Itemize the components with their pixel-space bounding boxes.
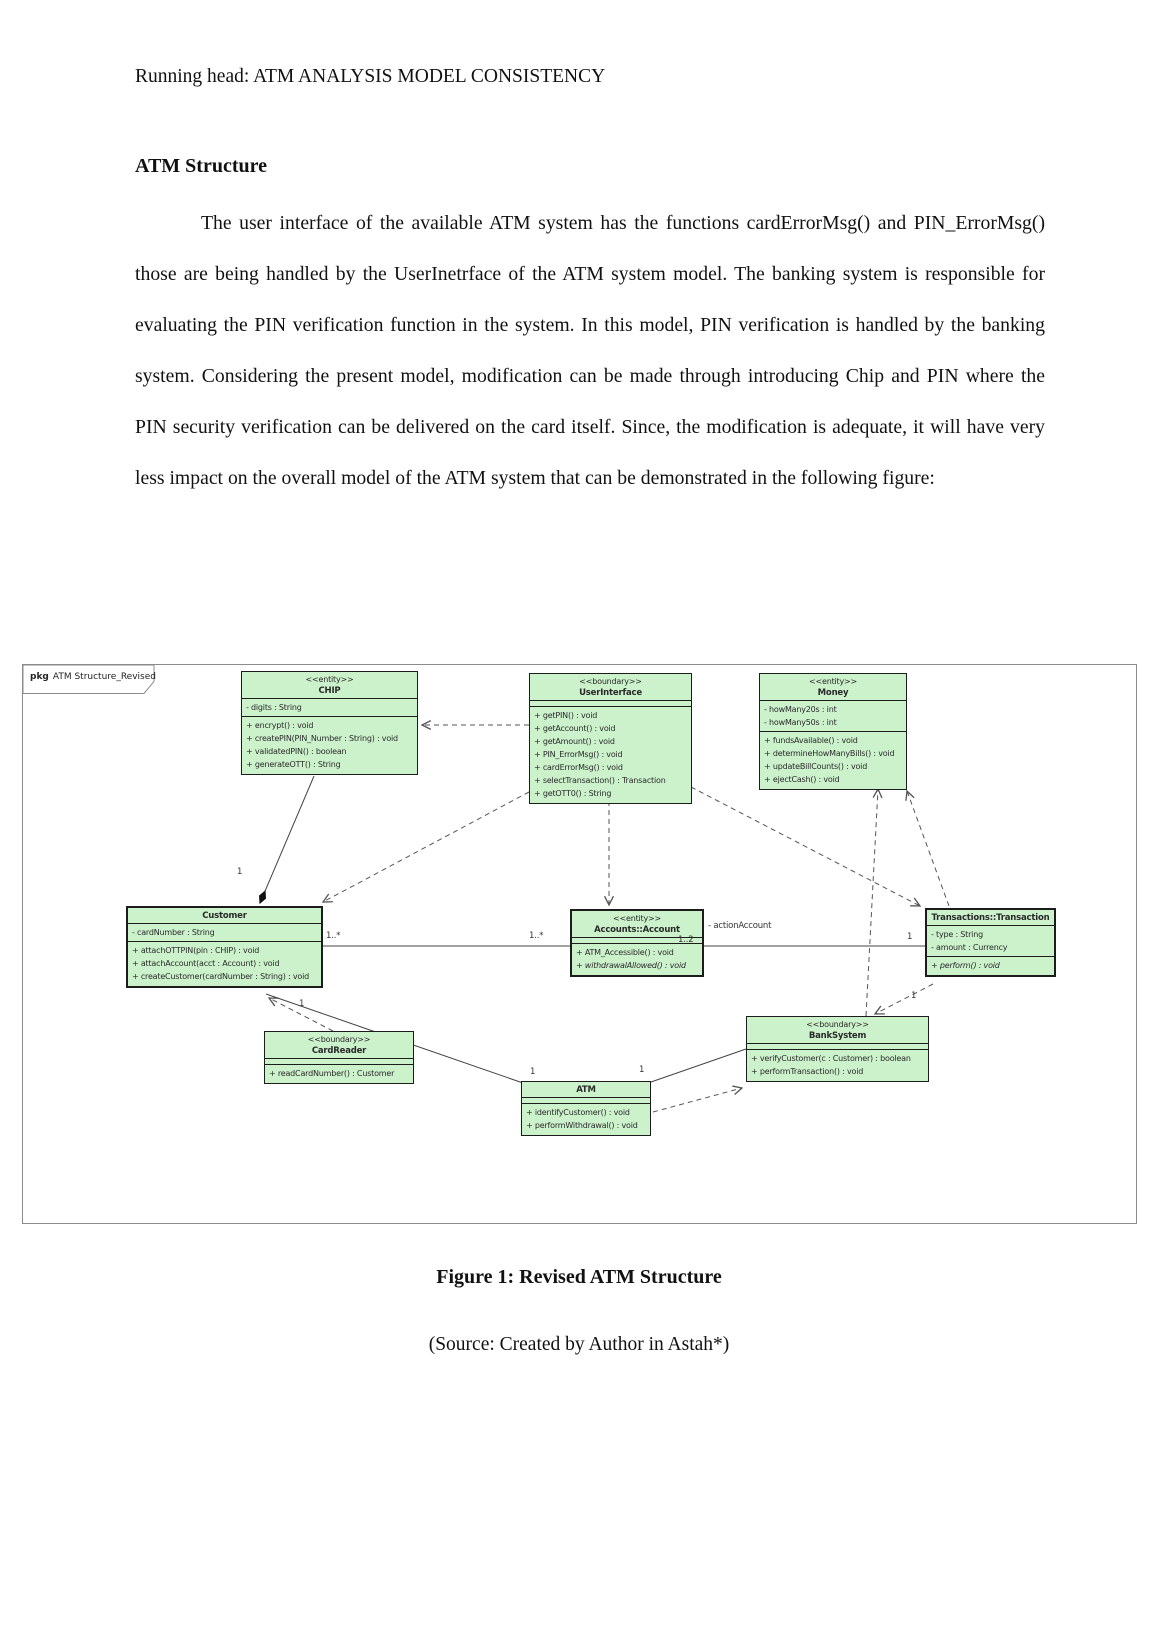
class-name: CardReader xyxy=(311,1046,367,1056)
multiplicity-label: 1 xyxy=(907,932,913,942)
class-name: UserInterface xyxy=(579,688,642,698)
uml-operation: + getAccount() : void xyxy=(534,724,616,733)
uml-operation: + performTransaction() : void xyxy=(751,1067,864,1076)
uml-attribute: - cardNumber : String xyxy=(132,928,215,937)
uml-operation: + generateOTT() : String xyxy=(246,760,341,769)
uml-operation: + PIN_ErrorMsg() : void xyxy=(534,750,623,759)
multiplicity-label: 1 xyxy=(237,867,243,877)
uml-attribute: - howMany20s : int xyxy=(764,705,837,714)
package-keyword: pkg xyxy=(30,672,49,682)
stereotype: <<boundary>> xyxy=(307,1035,371,1044)
uml-operation: + attachOTTPIN(pin : CHIP) : void xyxy=(132,946,260,955)
multiplicity-label: 1..* xyxy=(326,931,341,941)
class-name: BankSystem xyxy=(808,1031,867,1041)
uml-operation: + withdrawalAllowed() : void xyxy=(576,961,686,970)
uml-class-userinterface xyxy=(529,673,692,804)
running-head: Running head: ATM ANALYSIS MODEL CONSISTENCY xyxy=(135,66,606,87)
uml-operation: + createCustomer(cardNumber : String) : void xyxy=(132,972,309,981)
uml-class-banksystem xyxy=(746,1016,929,1082)
package-tab xyxy=(30,672,156,682)
uml-operation: + attachAccount(acct : Account) : void xyxy=(132,959,280,968)
body-paragraph: The user interface of the available ATM system has the functions cardErrorMsg() and PIN_ErrorMsg() those are being handled by the UserInetrface of the ATM system model. The banking system is responsible for evaluating the PIN verification function in the system. In this model, PIN verification is handled by the banking system. Considering the present model, modification can be made through introducing Chip and PIN where the PIN security verification can be delivered on the card itself. Since, the modification is adequate, it will have very less impact on the overall model of the ATM system that can be demonstrated in the following figure: xyxy=(135,212,1045,489)
stereotype: <<entity>> xyxy=(612,914,662,923)
uml-operation: + ATM_Accessible() : void xyxy=(576,948,674,957)
class-name: Customer xyxy=(202,911,247,921)
stereotype: <<entity>> xyxy=(305,675,354,684)
uml-operation: + cardErrorMsg() : void xyxy=(534,763,623,772)
uml-attribute: - digits : String xyxy=(246,703,302,712)
class-name: Accounts::Account xyxy=(594,925,680,935)
uml-operation: + getPIN() : void xyxy=(534,711,598,720)
uml-operation: + updateBillCounts() : void xyxy=(764,762,868,771)
multiplicity-label: 1 xyxy=(911,991,917,1001)
uml-class-money xyxy=(759,673,907,790)
uml-operation: + verifyCustomer(c : Customer) : boolean xyxy=(751,1054,911,1063)
uml-operation: + validatedPIN() : boolean xyxy=(246,747,347,756)
uml-operation: + identifyCustomer() : void xyxy=(526,1108,630,1117)
stereotype: <<entity>> xyxy=(808,677,858,686)
uml-operation: + selectTransaction() : Transaction xyxy=(534,776,666,785)
uml-attribute: - howMany50s : int xyxy=(764,718,837,727)
multiplicity-label: 1 xyxy=(299,999,305,1009)
class-name: ATM xyxy=(576,1085,596,1095)
figure-caption: Figure 1: Revised ATM Structure xyxy=(436,1266,722,1288)
uml-operation: + encrypt() : void xyxy=(246,721,314,730)
uml-operation: + readCardNumber() : Customer xyxy=(269,1069,395,1078)
uml-attribute: - amount : Currency xyxy=(931,943,1008,952)
multiplicity-label: 1..* xyxy=(529,931,544,941)
uml-operation: + fundsAvailable() : void xyxy=(764,736,858,745)
uml-operation: + performWithdrawal() : void xyxy=(526,1121,638,1130)
class-name: Transactions::Transaction xyxy=(931,913,1050,923)
figure-source: (Source: Created by Author in Astah*) xyxy=(428,1334,730,1355)
package-name: ATM Structure_Revised xyxy=(52,672,156,682)
uml-package-diagram xyxy=(22,664,1137,1224)
section-heading: ATM Structure xyxy=(135,155,268,177)
stereotype: <<boundary>> xyxy=(579,677,642,686)
uml-operation: + perform() : void xyxy=(931,961,1000,970)
multiplicity-label: 1..2 xyxy=(678,935,694,945)
role-label: - actionAccount xyxy=(708,921,772,931)
multiplicity-label: 1 xyxy=(639,1065,645,1075)
uml-operation: + createPIN(PIN_Number : String) : void xyxy=(246,734,398,743)
uml-operation: + getAmount() : void xyxy=(534,737,615,746)
multiplicity-label: 1 xyxy=(530,1067,536,1077)
uml-operation: + ejectCash() : void xyxy=(764,775,840,784)
uml-attribute: - type : String xyxy=(931,930,983,939)
class-name: CHIP xyxy=(318,686,341,696)
class-name: Money xyxy=(817,688,849,698)
uml-class-atm xyxy=(521,1081,651,1136)
uml-operation: + determineHowManyBills() : void xyxy=(764,749,895,758)
uml-class-customer xyxy=(126,906,323,988)
uml-class-transaction xyxy=(925,908,1056,977)
uml-class-cardreader xyxy=(264,1031,414,1084)
uml-class-chip xyxy=(241,671,418,775)
uml-operation: + getOTT0() : String xyxy=(534,789,612,798)
stereotype: <<boundary>> xyxy=(806,1020,869,1029)
